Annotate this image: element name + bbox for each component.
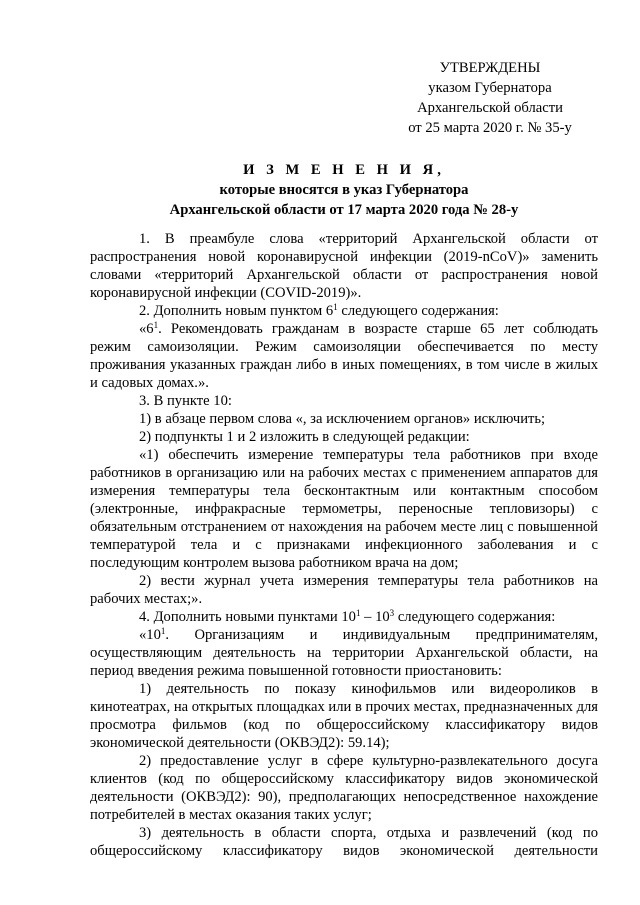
paragraph-item-4 — [90, 608, 598, 626]
paragraph-item-3: 3. В пункте 10: — [139, 393, 232, 409]
paragraph-subitem-10-1-3: 3) деятельность в области спорта, отдыха и развлечений (код по общероссийскому классификатору видов экономической деятельности — [90, 825, 598, 859]
superscript: 1 — [160, 626, 166, 636]
document-body — [90, 230, 598, 860]
paragraph-quote-6-1 — [90, 320, 598, 392]
approval-stamp — [380, 58, 600, 138]
text-run: 2. Дополнить новым пунктом 6 — [139, 303, 334, 319]
paragraph-subitem-1: 1) в абзаце первом слова «, за исключением органов» исключить; — [139, 411, 546, 427]
approved-title: УТВЕРЖДЕНЫ — [439, 60, 541, 76]
text-run: следующего содержания: — [337, 303, 499, 319]
superscript: 1 — [355, 608, 361, 618]
text-run: 4. Дополнить новыми пунктами 10 — [139, 609, 356, 625]
paragraph-subitem-10-1-2: 2) предоставление услуг в сфере культурно-развлекательного досуга клиентов (код по общероссийскому классификатору видов экономической деятельности (ОКВЭД2): 90), предполагающих непосредственное нахождение потребителей в местах оказания таких услуг; — [90, 753, 598, 823]
text-run: – 10 — [360, 609, 390, 625]
superscript: 3 — [389, 608, 395, 618]
paragraph-item-1: 1. В преамбуле слова «территорий Архангельской области от распространения новой коронавирусной инфекции (2019-nCoV)» заменить словами «территорий Архангельской области от распространения новой коронавирусной инфекции (COVID-2019)». — [90, 231, 598, 301]
heading-title: И З М Е Н Е Н И Я, — [243, 162, 445, 178]
paragraph-item-2 — [90, 302, 598, 320]
heading-subtitle-2: Архангельской области от 17 марта 2020 года № 28-у — [169, 202, 519, 218]
paragraph-subitem-2: 2) подпункты 1 и 2 изложить в следующей редакции: — [139, 429, 470, 445]
paragraph-quote-10-1 — [90, 626, 598, 680]
approved-line-3: от 25 марта 2020 г. № 35-у — [408, 120, 572, 136]
approved-line-1: указом Губернатора — [428, 80, 552, 96]
approved-line-2: Архангельской области — [417, 100, 563, 116]
text-run: . Рекомендовать гражданам в возрасте старше 65 лет соблюдать режим самоизоляции. Режим самоизоляции обеспечивается по месту проживания указанных граждан либо в иных помещениях, в том числе в жилых и садовых домах.». — [90, 321, 598, 391]
paragraph-subitem-10-1-1: 1) деятельность по показу кинофильмов или видеороликов в кинотеатрах, на открытых площадках или в прочих местах, предназначенных для просмотра фильмов (код по общероссийскому классификатору видов экономической деятельности (ОКВЭД2): 59.14); — [90, 681, 599, 751]
document-heading — [60, 160, 628, 220]
text-run: следующего содержания: — [394, 609, 556, 625]
superscript: 1 — [333, 302, 338, 312]
text-run: . Организациям и индивидуальным предпринимателям, осуществляющим деятельность на территории Архангельской области, на период введения режима повышенной готовности приостановить: — [90, 627, 598, 679]
text-run: «6 — [139, 321, 154, 337]
superscript: 1 — [153, 320, 159, 330]
heading-subtitle: которые вносятся в указ Губернатора — [219, 182, 469, 198]
paragraph-quote-1: «1) обеспечить измерение температуры тела работников при входе работников в организацию или на рабочих местах с применением аппаратов для измерения температуры тела бесконтактным или контактным способом (электронные, инфракрасные термометры, переносные тепловизоры) с обязательным отстранением от нахождения на рабочем месте лиц с повышенной температурой тела и с признаками инфекционного заболевания и с последующим контролем вызова работником врача на дом; — [90, 447, 598, 571]
paragraph-quote-2: 2) вести журнал учета измерения температуры тела работников на рабочих местах;». — [90, 573, 598, 607]
text-run: «10 — [139, 627, 161, 643]
